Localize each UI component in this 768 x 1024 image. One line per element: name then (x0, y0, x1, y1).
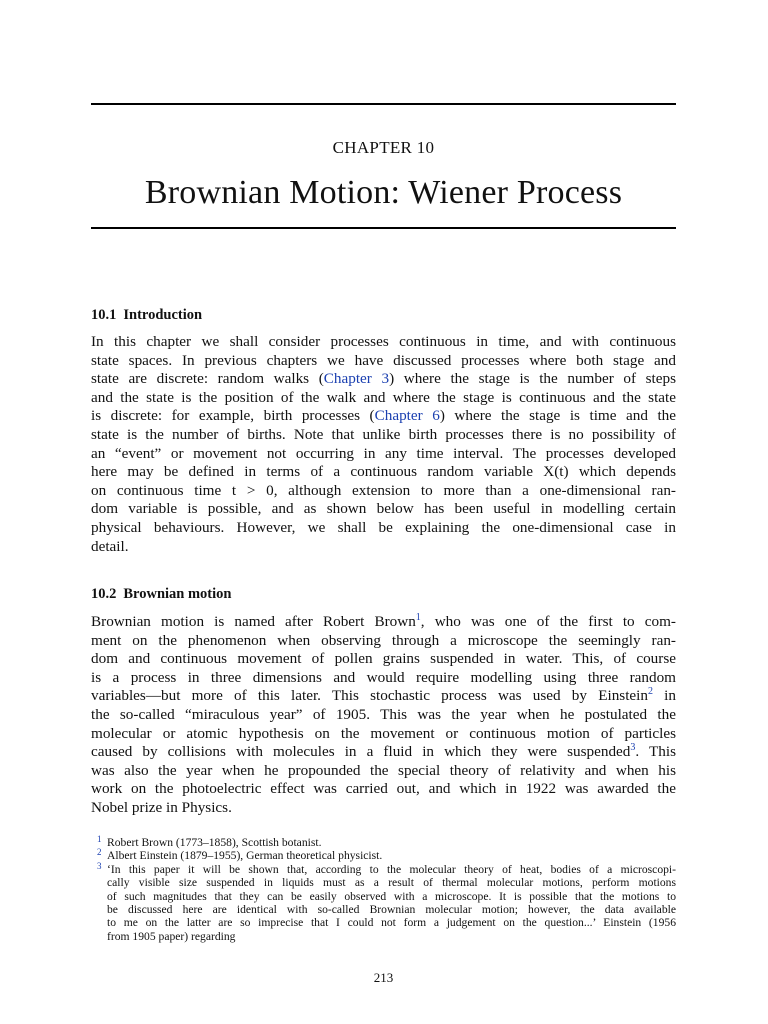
top-rule (91, 103, 676, 105)
footnote-2 (91, 849, 676, 862)
paragraph-line: Nobel prize in Physics. (91, 798, 232, 816)
paragraph-line: here may be defined in terms of a continuous random variable X(t) which depends (91, 463, 676, 481)
section-number: 10.2 (91, 586, 117, 602)
line-text: in (652, 687, 676, 705)
footnote-line: to me on the latter are so imprecise that I could not form a judgement on the question...’ Einstein (1956 (107, 916, 676, 930)
chapter-title: Brownian Motion: Wiener Process (144, 174, 623, 211)
footnote-1 (91, 836, 676, 849)
paragraph-line: ment on the phenomenon when observing through a microscope the seemingly ran- (91, 631, 676, 649)
footnote-line: from 1905 paper) regarding (107, 929, 236, 943)
paragraph-line (91, 407, 676, 426)
footnote-line: be discussed here are identical with so-called Brownian molecular motion; however, the data available (107, 903, 676, 917)
line-text: ) where the stage is time and the (439, 407, 677, 425)
paragraph-line: molecular or atomic hypothesis on the movement or continuous motion of particles (91, 724, 676, 742)
line-text: caused by collisions with molecules in a fluid in which they were suspended (91, 743, 631, 761)
paragraph-line (91, 743, 676, 762)
line-text: is discrete: for example, birth processes ( (91, 407, 375, 425)
footnote-line: ‘In this paper it will be shown that, according to the molecular theory of heat, bodies of a microscopi- (107, 862, 676, 876)
footnote-line: cally visible size suspended in liquids must as a result of thermal molecular motions, perform motions (107, 876, 676, 890)
footnote-ref-1[interactable]: 1 (415, 611, 421, 623)
section-title: Brownian motion (123, 586, 232, 602)
section-number: 10.1 (91, 307, 117, 323)
paragraph-line (91, 613, 676, 632)
section-heading-introduction (91, 307, 202, 324)
brownian-motion-paragraph (91, 613, 676, 818)
paragraph-line: is a process in three dimensions and would require modelling using three random (91, 668, 676, 686)
chapter-label: CHAPTER 10 (332, 138, 435, 157)
line-text: state are discrete: random walks ( (91, 370, 324, 388)
line-text: variables—but more of this later. This stochastic process was used by Einstein (91, 687, 648, 705)
paragraph-line (91, 370, 676, 389)
footnote-mark: 3 (97, 860, 102, 871)
paragraph-line: In this chapter we shall consider processes continuous in time, and with continuous (91, 333, 676, 350)
paragraph-line: state is the number of births. Note that unlike birth processes there is no possibility of (91, 425, 676, 443)
footnote-ref-2[interactable]: 2 (647, 686, 653, 698)
footnotes (91, 836, 676, 943)
paragraph-line: on continuous time t > 0, although extension to more than a one-dimensional ran- (91, 481, 676, 499)
line-text: . This (635, 743, 676, 761)
paragraph-line: work on the photoelectric effect was carried out, and which in 1922 was awarded the (91, 780, 676, 798)
footnote-ref-3[interactable]: 3 (630, 742, 636, 754)
bottom-rule (91, 227, 676, 229)
footnote-line: of such magnitudes that they can be easily observed with a microscope. It is possible that the motions to (107, 889, 676, 903)
paragraph-line: state spaces. In previous chapters we have discussed processes where both stage and (91, 351, 676, 369)
page-number: 213 (373, 970, 394, 985)
paragraph-line: was also the year when he propounded the special theory of relativity and when his (91, 761, 676, 779)
line-text: Brownian motion is named after Robert Brown (91, 613, 416, 630)
chapter-link[interactable]: Chapter 6 (374, 407, 440, 425)
paragraph-line: detail. (91, 537, 129, 555)
paragraph-line: dom variable is possible, and as shown below has been useful in modelling certain (91, 500, 676, 518)
line-text: , who was one of the first to com- (420, 613, 676, 630)
paragraph-line: the so-called “miraculous year” of 1905. This was the year when he postulated the (91, 705, 676, 723)
footnote-mark: 2 (97, 847, 102, 858)
paragraph-line: and the state is the position of the walk and where the stage is continuous and the state (91, 388, 676, 406)
section-title: Introduction (123, 307, 203, 323)
footnote-3 (91, 860, 676, 943)
paragraph-line: physical behaviours. However, we shall be explaining the one-dimensional case in (91, 518, 676, 536)
footnote-mark: 1 (97, 834, 102, 844)
footnote-line: Albert Einstein (1879–1955), German theoretical physicist. (107, 849, 383, 863)
section-heading-brownian-motion (91, 586, 231, 603)
chapter-link[interactable]: Chapter 3 (323, 370, 390, 388)
line-text: ) where the stage is the number of steps (389, 370, 677, 388)
footnote-line: Robert Brown (1773–1858), Scottish botanist. (107, 836, 322, 849)
paragraph-line (91, 687, 676, 706)
paragraph-line: dom and continuous movement of pollen grains suspended in water. This, of course (91, 650, 676, 668)
paragraph-line: an “event” or movement not occurring in any time interval. The processes developed (91, 444, 676, 462)
introduction-paragraph (91, 333, 676, 556)
